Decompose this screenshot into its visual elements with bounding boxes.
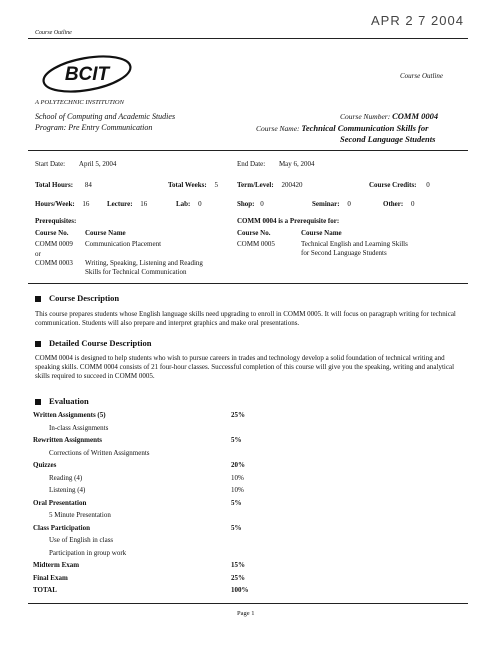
section-bullet-icon [35,341,41,347]
evaluation-row [33,574,263,584]
evaluation-label: Written Assignments (5) [33,411,106,419]
evaluation-label: Midterm Exam [33,561,80,569]
evaluation-label: Final Exam [33,573,68,582]
section-bullet-icon [35,296,41,302]
evaluation-percent: 15% [231,561,245,569]
course-name [256,124,428,134]
evaluation-label: In-class Assignments [49,423,109,432]
course-description-text: This course prepares students whose English language skills need upgrading to enroll in COMM 0005. It will focus on paragraph writing for technical communication. Students will also prepare and interpret graphics and make oral presentations. [35,310,456,327]
prereq-row1-name: Communication Placement [85,240,162,248]
evaluation-heading: Evaluation [35,397,89,407]
evaluation-percent: 5% [231,436,242,444]
evaluation-label: TOTAL [33,586,57,594]
prereq-for-row1-name-1: Technical English and Learning Skills [301,240,408,248]
evaluation-row [33,536,263,546]
course-outline-label: Course Outline [400,72,443,80]
date-stamp: APR 2 7 2004 [371,13,464,28]
evaluation-row [33,436,263,446]
evaluation-label: Reading (4) [49,473,83,482]
prereq-row2-name-2: Skills for Technical Communication [85,268,187,276]
evaluation-label: Listening (4) [49,486,86,494]
evaluation-label: Corrections of Written Assignments [49,448,150,457]
evaluation-percent: 5% [231,523,242,532]
prereq-for-row1-no: COMM 0005 [237,240,275,248]
evaluation-row [33,586,263,596]
page-header: Course Outline [35,30,72,36]
evaluation-label: Oral Presentation [33,498,87,507]
prereq-row2-name-1: Writing, Speaking, Listening and Reading [85,259,203,267]
start-date: Start Date: April 5, 2004 [35,160,117,168]
evaluation-row [33,561,263,571]
institution-tagline: A POLYTECHNIC INSTITUTION [35,99,124,106]
evaluation-row [33,499,263,509]
prereq-col-name: Course Name [85,229,126,237]
prereq-or: or [35,250,41,258]
prereq-for-row1-name-2: for Second Language Students [301,249,387,257]
prereq-row2-no: COMM 0003 [35,259,73,267]
evaluation-row [33,511,263,521]
seminar-hours: Seminar: 0 [312,200,351,208]
evaluation-row [33,424,263,434]
prereq-row1-no: COMM 0009 [35,240,73,248]
prereq-for-col-no: Course No. [237,229,271,237]
evaluation-row [33,449,263,459]
detailed-description-heading: Detailed Course Description [35,339,151,349]
svg-text:BCIT: BCIT [64,64,110,85]
prereq-for-col-name: Course Name [301,229,342,237]
other-hours: Other: 0 [383,200,415,208]
course-name-label: Course Name: [256,124,300,133]
evaluation-percent: 25% [231,411,245,419]
hours-week: Hours/Week: 16 [35,200,90,208]
bcit-logo [40,54,135,94]
evaluation-percent: 5% [231,498,242,507]
evaluation-label: Rewritten Assignments [33,436,103,444]
course-description-heading: Course Description [35,294,119,304]
evaluation-row [33,474,263,484]
evaluation-label: Class Participation [33,523,90,532]
term-level: Term/Level: 200420 [237,181,303,189]
detailed-description-text: COMM 0004 is designed to help students who wish to pursue careers in trades and technology develop a solid foundation of technical writing and speaking skills. COMM 0004 consists of 21 four-hour classes. Successful completion of this course will give you the speaking, writing and analytical skills required to succeed in COMM 0005. [35,354,455,380]
evaluation-row [33,549,263,559]
course-number [340,112,438,122]
evaluation-percent: 20% [231,461,245,469]
header-rule [28,38,468,39]
footer-rule [28,603,468,604]
evaluation-row [33,461,263,471]
page-number: Page 1 [237,610,255,617]
lab-hours: Lab: 0 [176,200,202,208]
program-name: Program: Pre Entry Communication [35,123,153,132]
evaluation-label: Use of English in class [49,536,114,544]
shop-hours: Shop: 0 [237,200,264,208]
course-credits: Course Credits: 0 [369,181,430,189]
total-weeks: Total Weeks: 5 [168,181,218,189]
evaluation-percent: 10% [231,486,244,494]
course-number-label: Course Number: [340,112,391,121]
course-number-value: COMM 0004 [392,111,439,121]
evaluation-row [33,411,263,421]
prereq-bottom-rule [28,283,468,284]
evaluation-percent: 25% [231,573,245,582]
total-hours: Total Hours: 84 [35,181,92,189]
end-date: End Date: May 6, 2004 [237,160,315,168]
evaluation-row [33,524,263,534]
school-name: School of Computing and Academic Studies [35,112,176,121]
evaluation-percent: 10% [231,473,244,482]
prerequisites-heading: Prerequisites: [35,217,77,225]
section-bullet-icon [35,399,41,405]
evaluation-row [33,486,263,496]
prereq-col-no: Course No. [35,229,69,237]
lecture-hours: Lecture: 16 [107,200,148,208]
info-top-rule [28,150,468,151]
evaluation-label: 5 Minute Presentation [49,511,111,519]
evaluation-label: Quizzes [33,461,57,469]
evaluation-percent: 100% [231,586,249,594]
evaluation-label: Participation in group work [49,548,127,557]
prereq-for-heading: COMM 0004 is a Prerequisite for: [237,217,340,225]
course-name-value-1: Technical Communication Skills for [301,123,429,133]
course-name-value-2: Second Language Students [340,134,436,144]
